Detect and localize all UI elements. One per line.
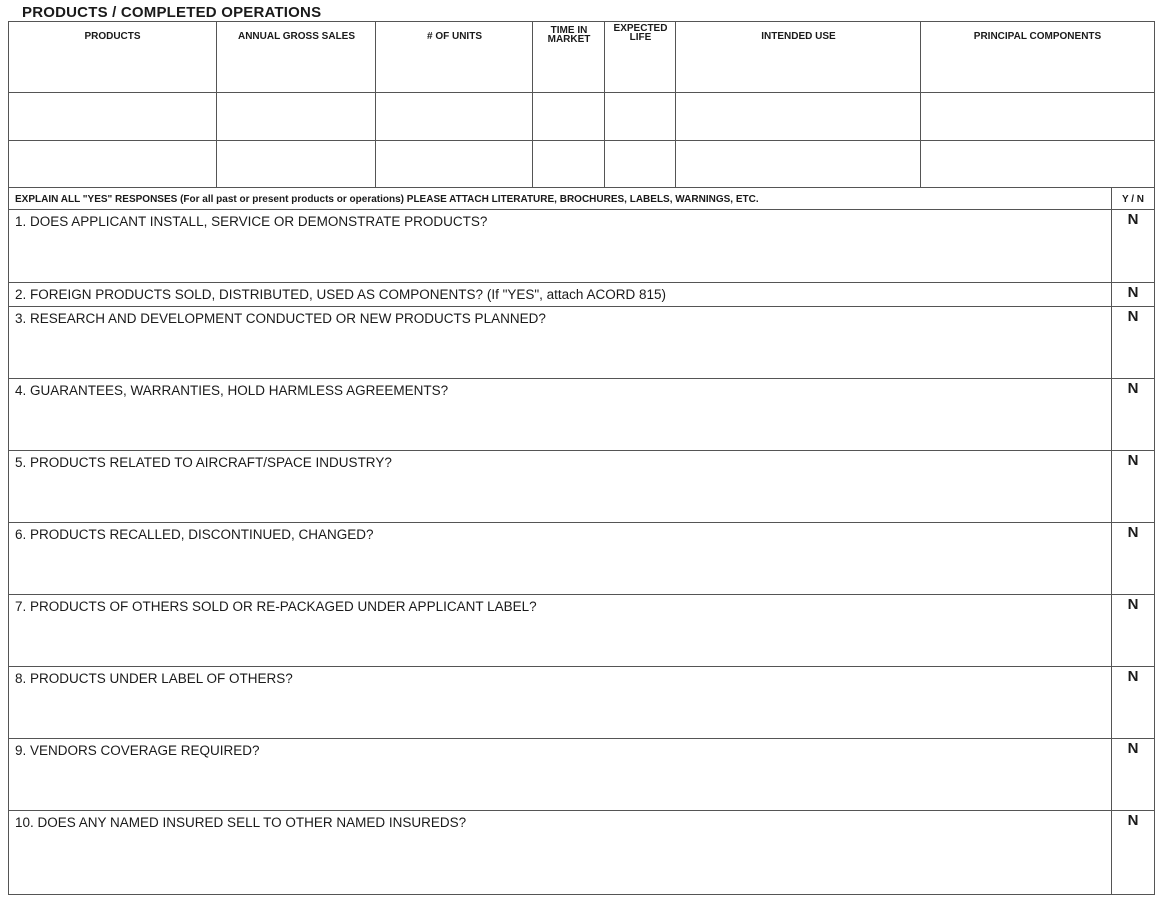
products-table	[8, 21, 1155, 188]
header-intended-use: INTENDED USE	[761, 31, 836, 42]
section-title: PRODUCTS / COMPLETED OPERATIONS	[22, 4, 322, 21]
question-text: 4. GUARANTEES, WARRANTIES, HOLD HARMLESS AGREEMENTS?	[15, 383, 449, 398]
question-text: 9. VENDORS COVERAGE REQUIRED?	[15, 743, 260, 758]
question-text: 2. FOREIGN PRODUCTS SOLD, DISTRIBUTED, USED AS COMPONENTS? (If "YES", attach ACORD 815)	[15, 287, 666, 302]
header-expected-life-line1: EXPECTED	[613, 23, 668, 34]
yn-answer[interactable]: N	[1111, 667, 1154, 738]
question-row[interactable]	[9, 379, 1154, 451]
question-row[interactable]	[9, 210, 1154, 283]
question-row[interactable]	[9, 523, 1154, 595]
header-time-in-market	[533, 22, 605, 46]
header-principal-components: PRINCIPAL COMPONENTS	[973, 31, 1102, 42]
explain-header-row	[9, 188, 1154, 210]
products-row-3[interactable]	[9, 140, 1154, 188]
header-time-in-market-line1: TIME IN	[550, 25, 588, 36]
question-row[interactable]	[9, 739, 1154, 811]
question-text: 7. PRODUCTS OF OTHERS SOLD OR RE-PACKAGED UNDER APPLICANT LABEL?	[15, 599, 537, 614]
yn-answer[interactable]: N	[1111, 307, 1154, 378]
question-row[interactable]	[9, 307, 1154, 379]
products-row-2[interactable]	[9, 92, 1154, 140]
question-text: 10. DOES ANY NAMED INSURED SELL TO OTHER NAMED INSUREDS?	[15, 815, 467, 830]
header-expected-life	[605, 22, 676, 46]
question-text: 8. PRODUCTS UNDER LABEL OF OTHERS?	[15, 671, 293, 686]
question-text: 6. PRODUCTS RECALLED, DISCONTINUED, CHANGED?	[15, 527, 374, 542]
question-row[interactable]	[9, 451, 1154, 523]
header-num-units: # OF UNITS	[426, 31, 482, 42]
header-expected-life-line2: LIFE	[629, 32, 652, 43]
yn-header: Y / N	[1111, 188, 1154, 210]
question-row[interactable]	[9, 283, 1154, 307]
header-products: PRODUCTS	[84, 31, 141, 42]
header-time-in-market-line2: MARKET	[547, 34, 591, 45]
products-row-1[interactable]	[9, 44, 1154, 92]
yn-answer[interactable]: N	[1111, 595, 1154, 666]
yn-answer[interactable]: N	[1111, 379, 1154, 450]
question-text: 5. PRODUCTS RELATED TO AIRCRAFT/SPACE INDUSTRY?	[15, 455, 392, 470]
question-text: 3. RESEARCH AND DEVELOPMENT CONDUCTED OR NEW PRODUCTS PLANNED?	[15, 311, 546, 326]
question-row[interactable]	[9, 811, 1154, 895]
question-row[interactable]	[9, 595, 1154, 667]
explain-header: EXPLAIN ALL "YES" RESPONSES (For all past or present products or operations) PLEASE ATTACH LITERATURE, BROCHURES, LABELS, WARNINGS, ETC.	[15, 194, 759, 205]
yn-answer[interactable]: N	[1111, 739, 1154, 810]
yn-answer[interactable]: N	[1111, 523, 1154, 594]
yn-answer[interactable]: N	[1111, 283, 1154, 306]
header-annual-gross-sales: ANNUAL GROSS SALES	[237, 31, 356, 42]
yn-answer[interactable]: N	[1111, 451, 1154, 522]
yn-answer[interactable]: N	[1111, 210, 1154, 282]
question-text: 1. DOES APPLICANT INSTALL, SERVICE OR DEMONSTRATE PRODUCTS?	[15, 214, 488, 229]
questions-table	[8, 188, 1155, 895]
question-row[interactable]	[9, 667, 1154, 739]
yn-answer[interactable]: N	[1111, 811, 1154, 895]
